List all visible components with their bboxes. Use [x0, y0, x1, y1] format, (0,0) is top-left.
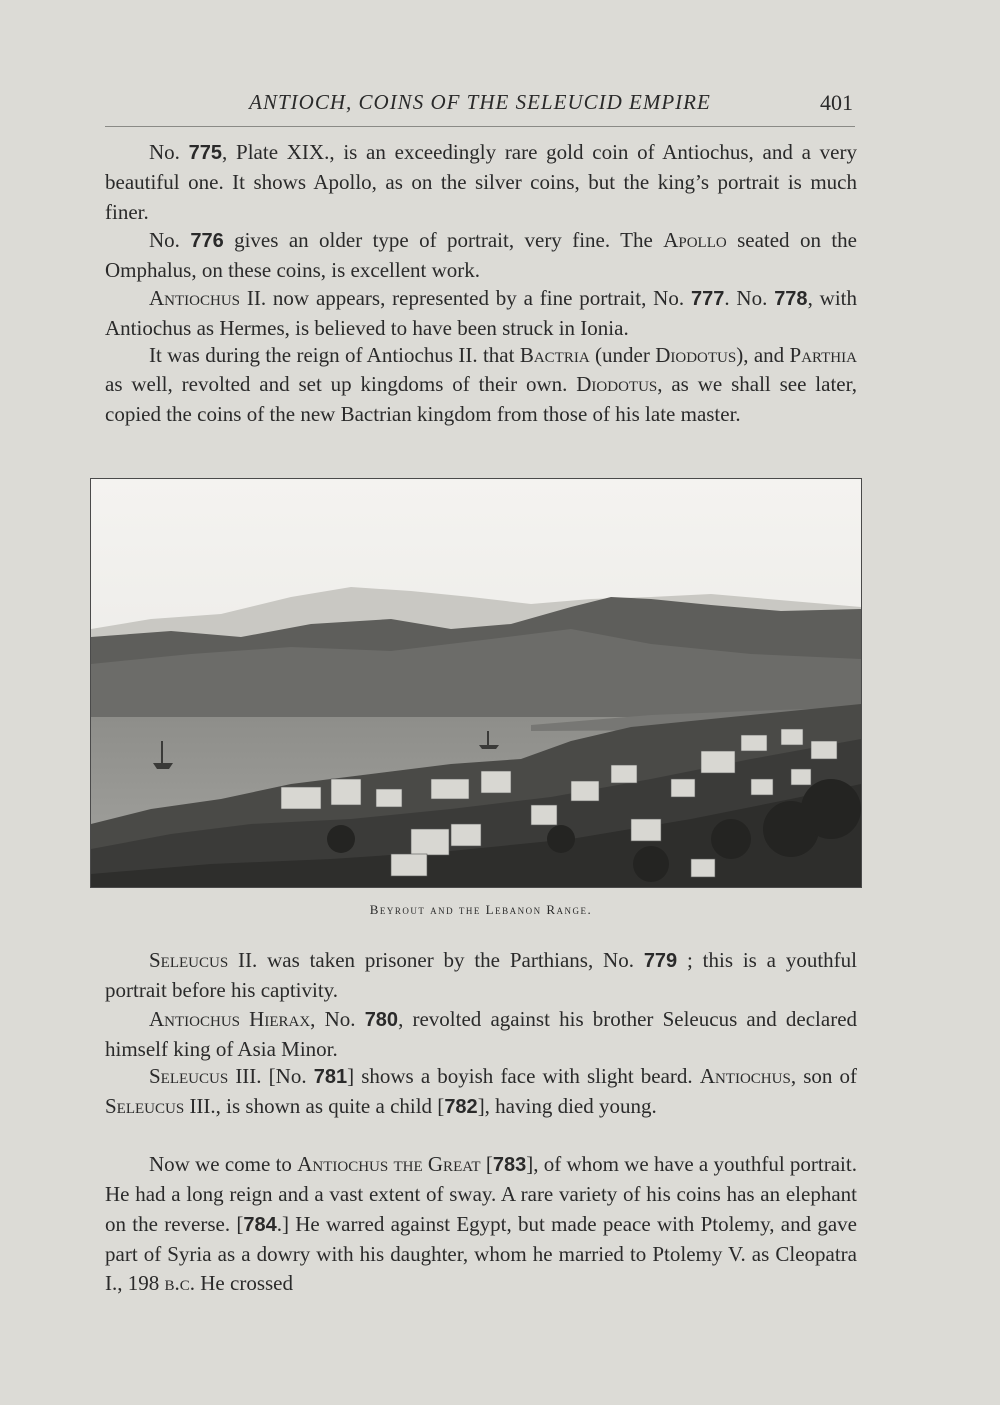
coin-number: 777 — [690, 288, 725, 310]
coin-number: 782 — [444, 1096, 478, 1119]
paragraph-seleucus-ii: Seleucus II. was taken prisoner by the Parthians, No. 779 ; this is a youthful portrait before his captivity. — [105, 948, 857, 1003]
page-number: 401 — [820, 90, 853, 115]
coin-number: 781 — [313, 1066, 348, 1088]
beyrout-photograph — [90, 478, 862, 888]
paragraph-coin-776: No. 776 gives an older type of portrait, very fine. The Apollo seated on the Omphalus, on these coins, is excellent work. — [105, 228, 858, 283]
coin-number: 779 — [643, 950, 678, 972]
figure-caption: Beyrout and the Lebanon Range. — [369, 902, 593, 917]
coin-number: 776 — [190, 230, 224, 252]
page-header — [105, 90, 855, 127]
coin-number: 775 — [188, 142, 223, 164]
harbor-landscape-image — [91, 479, 861, 887]
paragraph-antiochus-hierax: Antiochus Hierax, No. 780, revolted against his brother Seleucus and declared himself king of Asia Minor. — [105, 1007, 858, 1062]
paragraph-seleucus-iii: Seleucus III. [No. 781] shows a boyish face with slight beard. Antiochus, son of Seleucus III., is shown as quite a child [782], having died young. — [105, 1064, 858, 1119]
paragraph-antiochus-ii: Antiochus II. now appears, represented by a fine portrait, No. 777. No. 778, with Antiochus as Hermes, is believed to have been struck in Ionia. — [105, 286, 857, 341]
coin-number: 784 — [243, 1213, 277, 1236]
running-title: ANTIOCH, COINS OF THE SELEUCID EMPIRE — [249, 90, 711, 114]
coin-number: 778 — [774, 288, 808, 310]
coin-number: 783 — [492, 1154, 527, 1176]
paragraph-antiochus-the-great: Now we come to Antiochus the Great [783], of whom we have a youthful portrait. He had a long reign and a vast extent of sway. A rare variety of his coins has an elephant on the reverse. [784.] He warred against Egypt, but made peace with Ptolemy, and gave part of Syria as a dowry with his daughter, whom he married to Ptolemy V. as Cleopatra I., 198 b.c. He crossed — [105, 1152, 857, 1296]
paragraph-coin-775: No. 775, Plate XIX., is an exceedingly rare gold coin of Antiochus, and a very beautiful one. It shows Apollo, as on the silver coins, but the king’s portrait is much finer. — [105, 140, 857, 224]
coin-number: 780 — [364, 1009, 399, 1031]
paragraph-bactria-parthia: It was during the reign of Antiochus II. that Bactria (under Diodotus), and Parthia as well, revolted and set up kingdoms of their own. Diodotus, as we shall see later, copied the coins of the new Bactrian kingdom from those of his late master. — [105, 343, 857, 426]
